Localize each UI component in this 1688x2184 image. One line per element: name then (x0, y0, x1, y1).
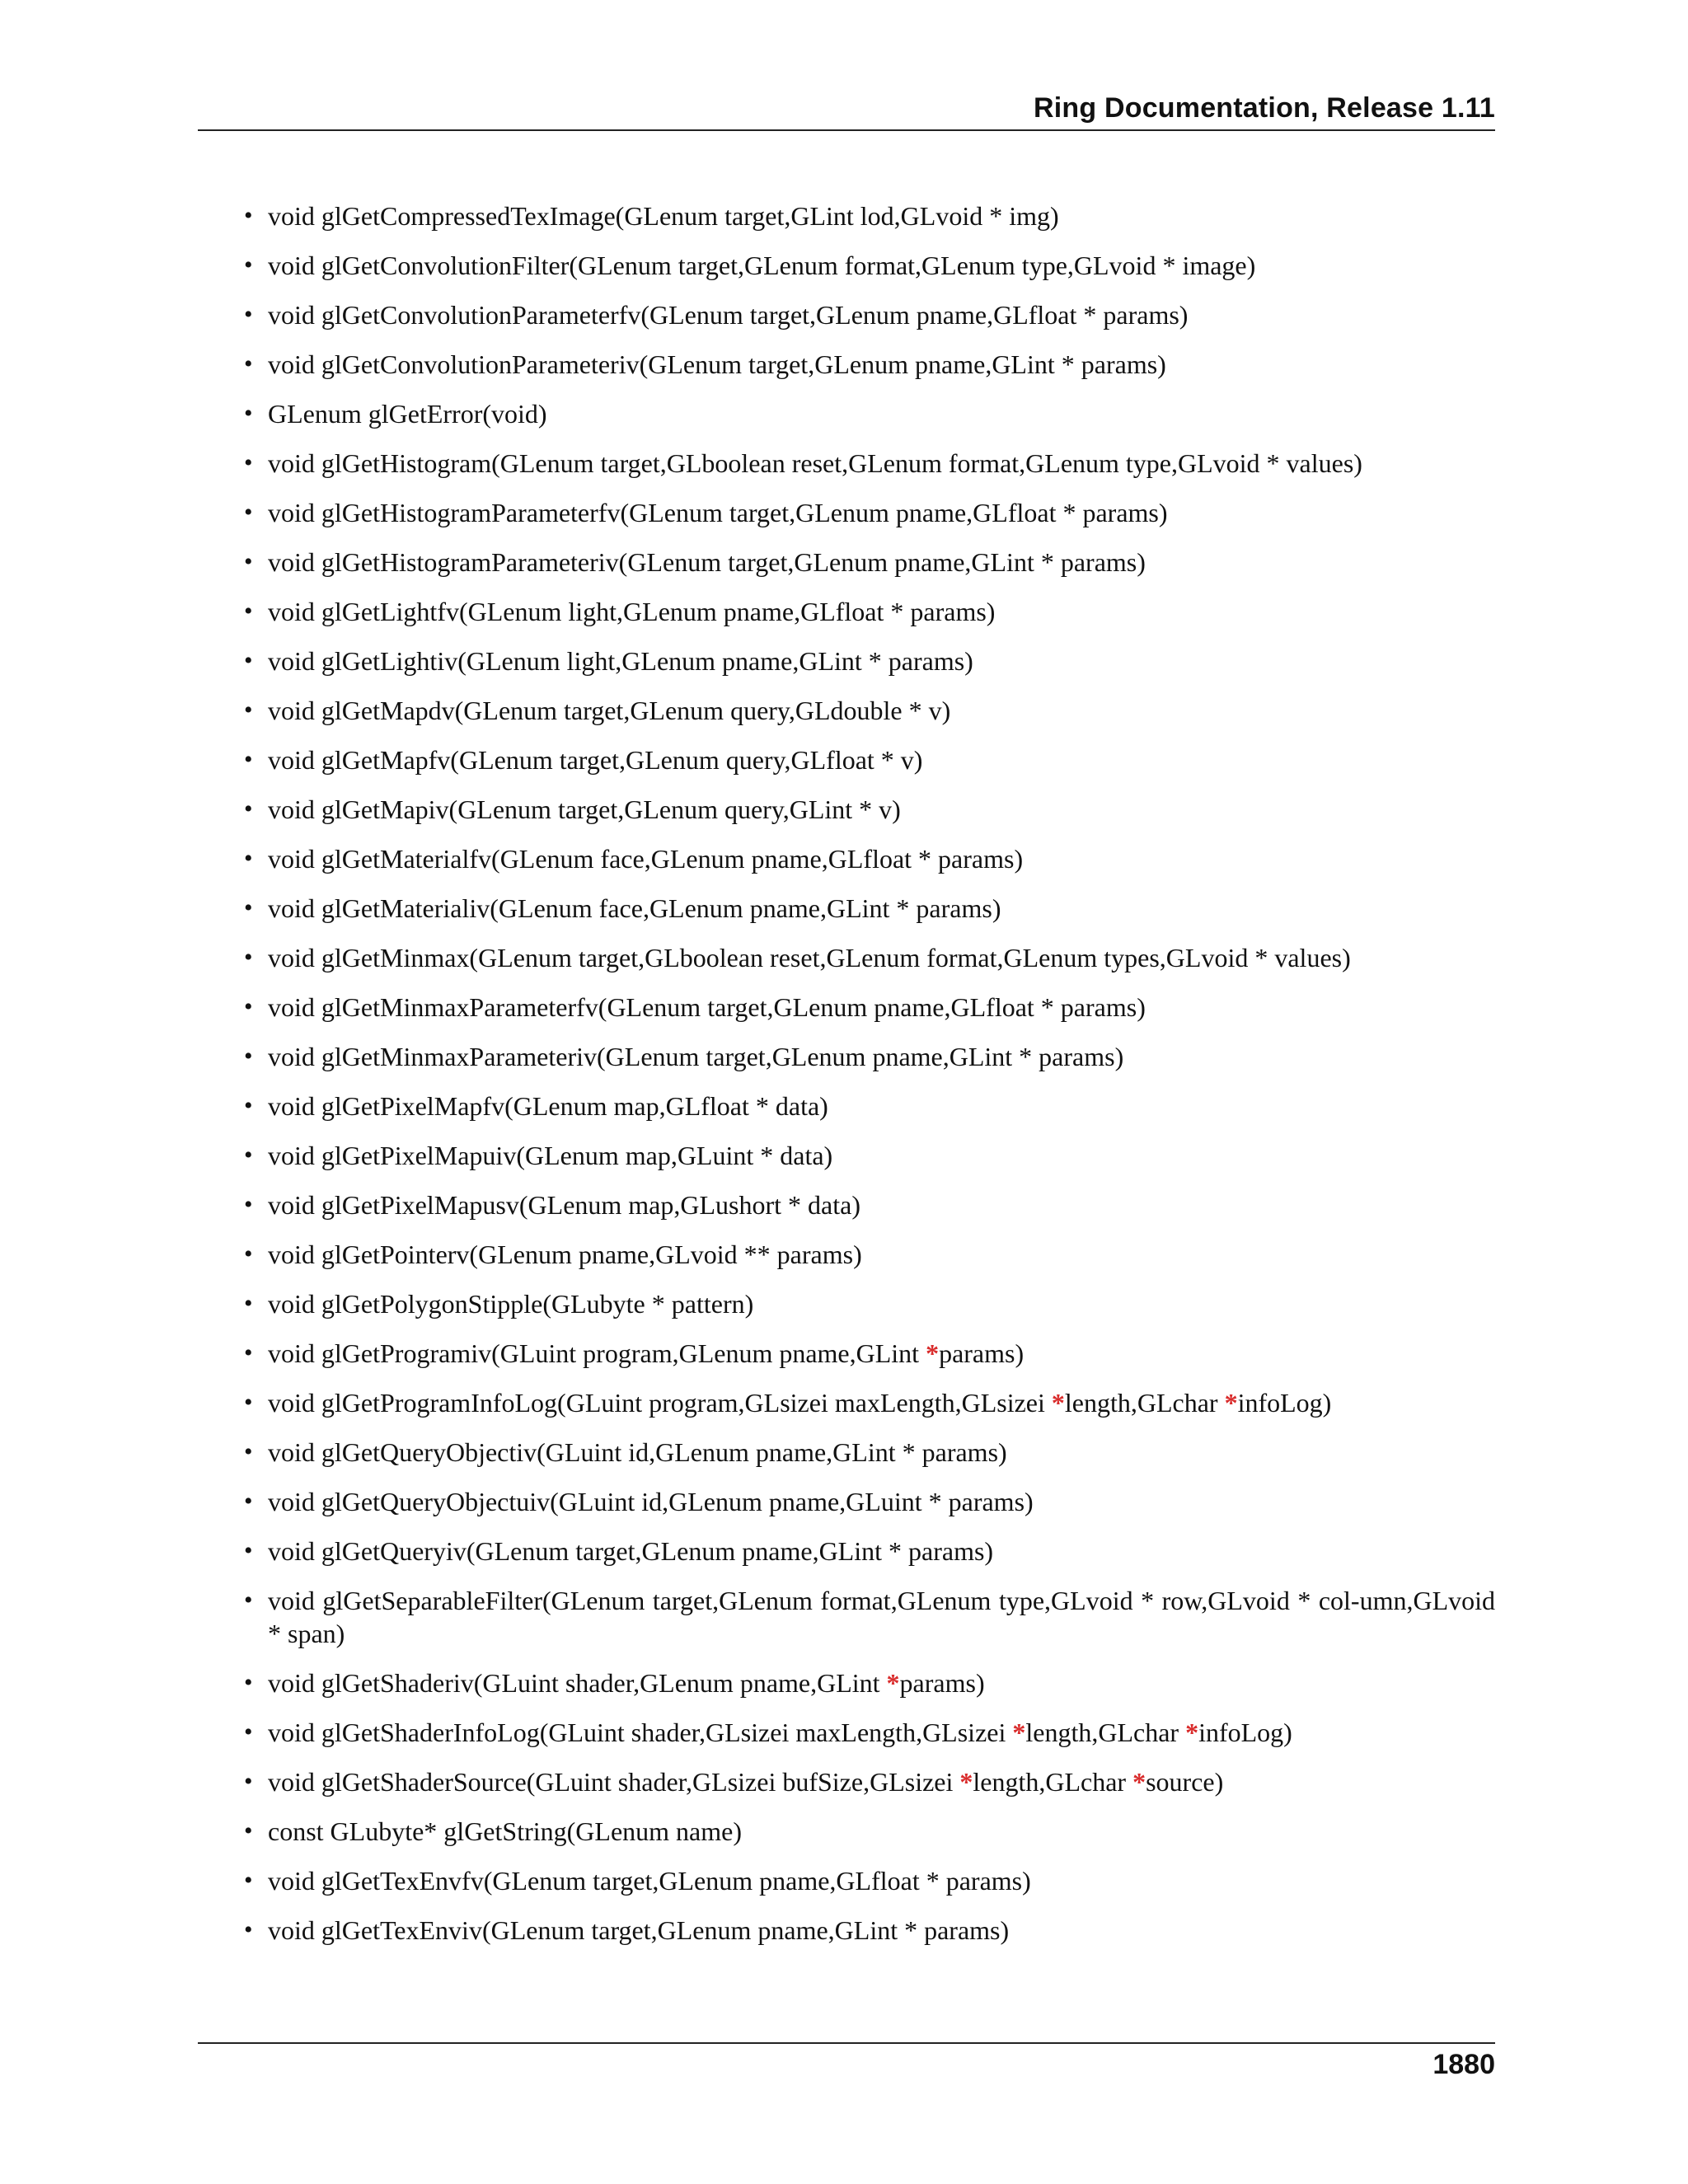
list-item (244, 595, 1495, 628)
bullet-icon: • (244, 1043, 253, 1070)
list-item (244, 1765, 1495, 1798)
bullet-icon: • (244, 1488, 253, 1515)
bullet-icon: • (244, 795, 253, 823)
list-item (244, 298, 1495, 331)
signature-text: void glGetTexEnviv(GLenum target,GLenum pname,GLint * params) (268, 1915, 1010, 1945)
bullet-icon: • (244, 350, 253, 377)
list-item (244, 1040, 1495, 1073)
list-item (244, 1666, 1495, 1699)
signature-text: void glGetQueryObjectiv(GLuint id,GLenum pname,GLint * params) (268, 1437, 1007, 1467)
signature-text: void glGetTexEnvfv(GLenum target,GLenum pname,GLfloat * params) (268, 1866, 1031, 1896)
bullet-icon: • (244, 1817, 253, 1844)
signature-text: void glGetMapfv(GLenum target,GLenum query,GLfloat * v) (268, 745, 923, 775)
bullet-icon: • (244, 301, 253, 328)
signature-text: void glGetShaderiv(GLuint shader,GLenum pname,GLint (268, 1668, 887, 1698)
signature-text: void glGetSeparableFilter(GLenum target,GLenum format,GLenum type,GLvoid * row,GLvoid * col-umn,GLvoid * span) (268, 1586, 1495, 1648)
list-item (244, 546, 1495, 579)
signature-text: void glGetProgramInfoLog(GLuint program,GLsizei maxLength,GLsizei (268, 1388, 1052, 1418)
signature-text: length,GLchar (1064, 1388, 1225, 1418)
function-list (0, 199, 1688, 1963)
bullet-icon: • (244, 449, 253, 476)
highlight-asterisk: * (1132, 1767, 1146, 1797)
signature-text: void glGetCompressedTexImage(GLenum target,GLint lod,GLvoid * img) (268, 201, 1059, 231)
list-item (244, 892, 1495, 925)
signature-text: void glGetShaderSource(GLuint shader,GLsizei bufSize,GLsizei (268, 1767, 960, 1797)
bullet-icon: • (244, 746, 253, 773)
highlight-asterisk: * (886, 1668, 900, 1698)
signature-text: void glGetHistogramParameteriv(GLenum target,GLenum pname,GLint * params) (268, 547, 1146, 577)
signature-text: void glGetQueryObjectuiv(GLuint id,GLenum pname,GLuint * params) (268, 1487, 1034, 1516)
bullet-icon: • (244, 696, 253, 724)
signature-text: void glGetMinmax(GLenum target,GLboolean reset,GLenum format,GLenum types,GLvoid * values) (268, 943, 1351, 972)
signature-text: params) (939, 1338, 1025, 1368)
bullet-icon: • (244, 1092, 253, 1119)
signature-text: infoLog) (1198, 1718, 1292, 1747)
bullet-icon: • (244, 1916, 253, 1943)
highlight-asterisk: * (959, 1767, 973, 1797)
list-item (244, 1535, 1495, 1568)
bullet-icon: • (244, 1339, 253, 1366)
list-item (244, 1914, 1495, 1947)
highlight-asterisk: * (926, 1338, 940, 1368)
bullet-icon: • (244, 1191, 253, 1218)
signature-text: void glGetConvolutionFilter(GLenum target,GLenum format,GLenum type,GLvoid * image) (268, 251, 1256, 280)
signature-text: source) (1146, 1767, 1224, 1797)
bullet-icon: • (244, 845, 253, 872)
signature-text: void glGetConvolutionParameteriv(GLenum target,GLenum pname,GLint * params) (268, 349, 1166, 379)
bullet-icon: • (244, 1240, 253, 1268)
list-item (244, 694, 1495, 727)
signature-text: length,GLchar (973, 1767, 1133, 1797)
list-item (244, 793, 1495, 826)
page-header-title: Ring Documentation, Release 1.11 (1033, 92, 1495, 124)
signature-text: infoLog) (1237, 1388, 1332, 1418)
signature-text: void glGetLightfv(GLenum light,GLenum pname,GLfloat * params) (268, 597, 996, 626)
bullet-icon: • (244, 1438, 253, 1465)
bullet-icon: • (244, 400, 253, 427)
signature-text: void glGetMaterialiv(GLenum face,GLenum pname,GLint * params) (268, 893, 1001, 923)
highlight-asterisk: * (1224, 1388, 1238, 1418)
signature-text: void glGetQueryiv(GLenum target,GLenum pname,GLint * params) (268, 1536, 994, 1566)
signature-text: void glGetShaderInfoLog(GLuint shader,GLsizei maxLength,GLsizei (268, 1718, 1013, 1747)
list-item (244, 1436, 1495, 1469)
signature-text: void glGetHistogram(GLenum target,GLboolean reset,GLenum format,GLenum type,GLvoid * values) (268, 448, 1362, 478)
list-item (244, 1584, 1495, 1650)
bullet-icon: • (244, 1389, 253, 1416)
signature-text: length,GLchar (1025, 1718, 1186, 1747)
signature-text: void glGetPixelMapuiv(GLenum map,GLuint * data) (268, 1141, 833, 1170)
highlight-asterisk: * (1051, 1388, 1065, 1418)
list-item (244, 397, 1495, 430)
list-item (244, 644, 1495, 677)
list-item (244, 1188, 1495, 1221)
list-item (244, 941, 1495, 974)
bullet-icon: • (244, 1669, 253, 1696)
signature-text: void glGetMapdv(GLenum target,GLenum query,GLdouble * v) (268, 696, 951, 725)
list-item (244, 1287, 1495, 1320)
signature-text: void glGetPointerv(GLenum pname,GLvoid ** params) (268, 1240, 862, 1269)
highlight-asterisk: * (1012, 1718, 1026, 1747)
bullet-icon: • (244, 548, 253, 575)
signature-text: GLenum glGetError(void) (268, 399, 547, 429)
header-divider (198, 129, 1495, 131)
bullet-icon: • (244, 993, 253, 1020)
signature-text: void glGetMaterialfv(GLenum face,GLenum pname,GLfloat * params) (268, 844, 1024, 874)
bullet-icon: • (244, 1867, 253, 1894)
signature-text: void glGetMinmaxParameteriv(GLenum target,GLenum pname,GLint * params) (268, 1042, 1124, 1071)
list-item (244, 991, 1495, 1024)
signature-text: void glGetMinmaxParameterfv(GLenum target,GLenum pname,GLfloat * params) (268, 992, 1146, 1022)
signature-text: const GLubyte* glGetString(GLenum name) (268, 1816, 742, 1846)
bullet-icon: • (244, 202, 253, 229)
signature-text: void glGetMapiv(GLenum target,GLenum query,GLint * v) (268, 794, 901, 824)
list-item (244, 1139, 1495, 1172)
list-item (244, 348, 1495, 381)
list-item (244, 1090, 1495, 1122)
signature-text: void glGetPolygonStipple(GLubyte * pattern) (268, 1289, 754, 1319)
list-item (244, 1716, 1495, 1749)
signature-text: void glGetLightiv(GLenum light,GLenum pname,GLint * params) (268, 646, 973, 676)
bullet-icon: • (244, 1537, 253, 1564)
list-item (244, 1386, 1495, 1419)
footer-divider (198, 2042, 1495, 2044)
list-item (244, 447, 1495, 480)
bullet-icon: • (244, 1586, 253, 1614)
list-item (244, 743, 1495, 776)
signature-text: params) (899, 1668, 985, 1698)
list-item (244, 1815, 1495, 1848)
bullet-icon: • (244, 1290, 253, 1317)
signature-text: void glGetHistogramParameterfv(GLenum target,GLenum pname,GLfloat * params) (268, 498, 1168, 527)
bullet-icon: • (244, 1768, 253, 1795)
list-item (244, 1238, 1495, 1271)
highlight-asterisk: * (1185, 1718, 1199, 1747)
signature-text: void glGetPixelMapusv(GLenum map,GLushort * data) (268, 1190, 860, 1220)
list-item (244, 496, 1495, 529)
bullet-icon: • (244, 1141, 253, 1169)
page-number: 1880 (1432, 2049, 1495, 2080)
list-item (244, 249, 1495, 282)
bullet-icon: • (244, 944, 253, 971)
bullet-icon: • (244, 251, 253, 279)
bullet-icon: • (244, 1718, 253, 1746)
list-item (244, 842, 1495, 875)
signature-text: void glGetPixelMapfv(GLenum map,GLfloat * data) (268, 1091, 828, 1121)
list-item (244, 199, 1495, 232)
list-item (244, 1337, 1495, 1370)
signature-text: void glGetConvolutionParameterfv(GLenum target,GLenum pname,GLfloat * params) (268, 300, 1189, 330)
list-item (244, 1485, 1495, 1518)
list-item (244, 1864, 1495, 1897)
bullet-icon: • (244, 894, 253, 921)
bullet-icon: • (244, 647, 253, 674)
bullet-icon: • (244, 598, 253, 625)
signature-text: void glGetProgramiv(GLuint program,GLenum pname,GLint (268, 1338, 926, 1368)
bullet-icon: • (244, 499, 253, 526)
